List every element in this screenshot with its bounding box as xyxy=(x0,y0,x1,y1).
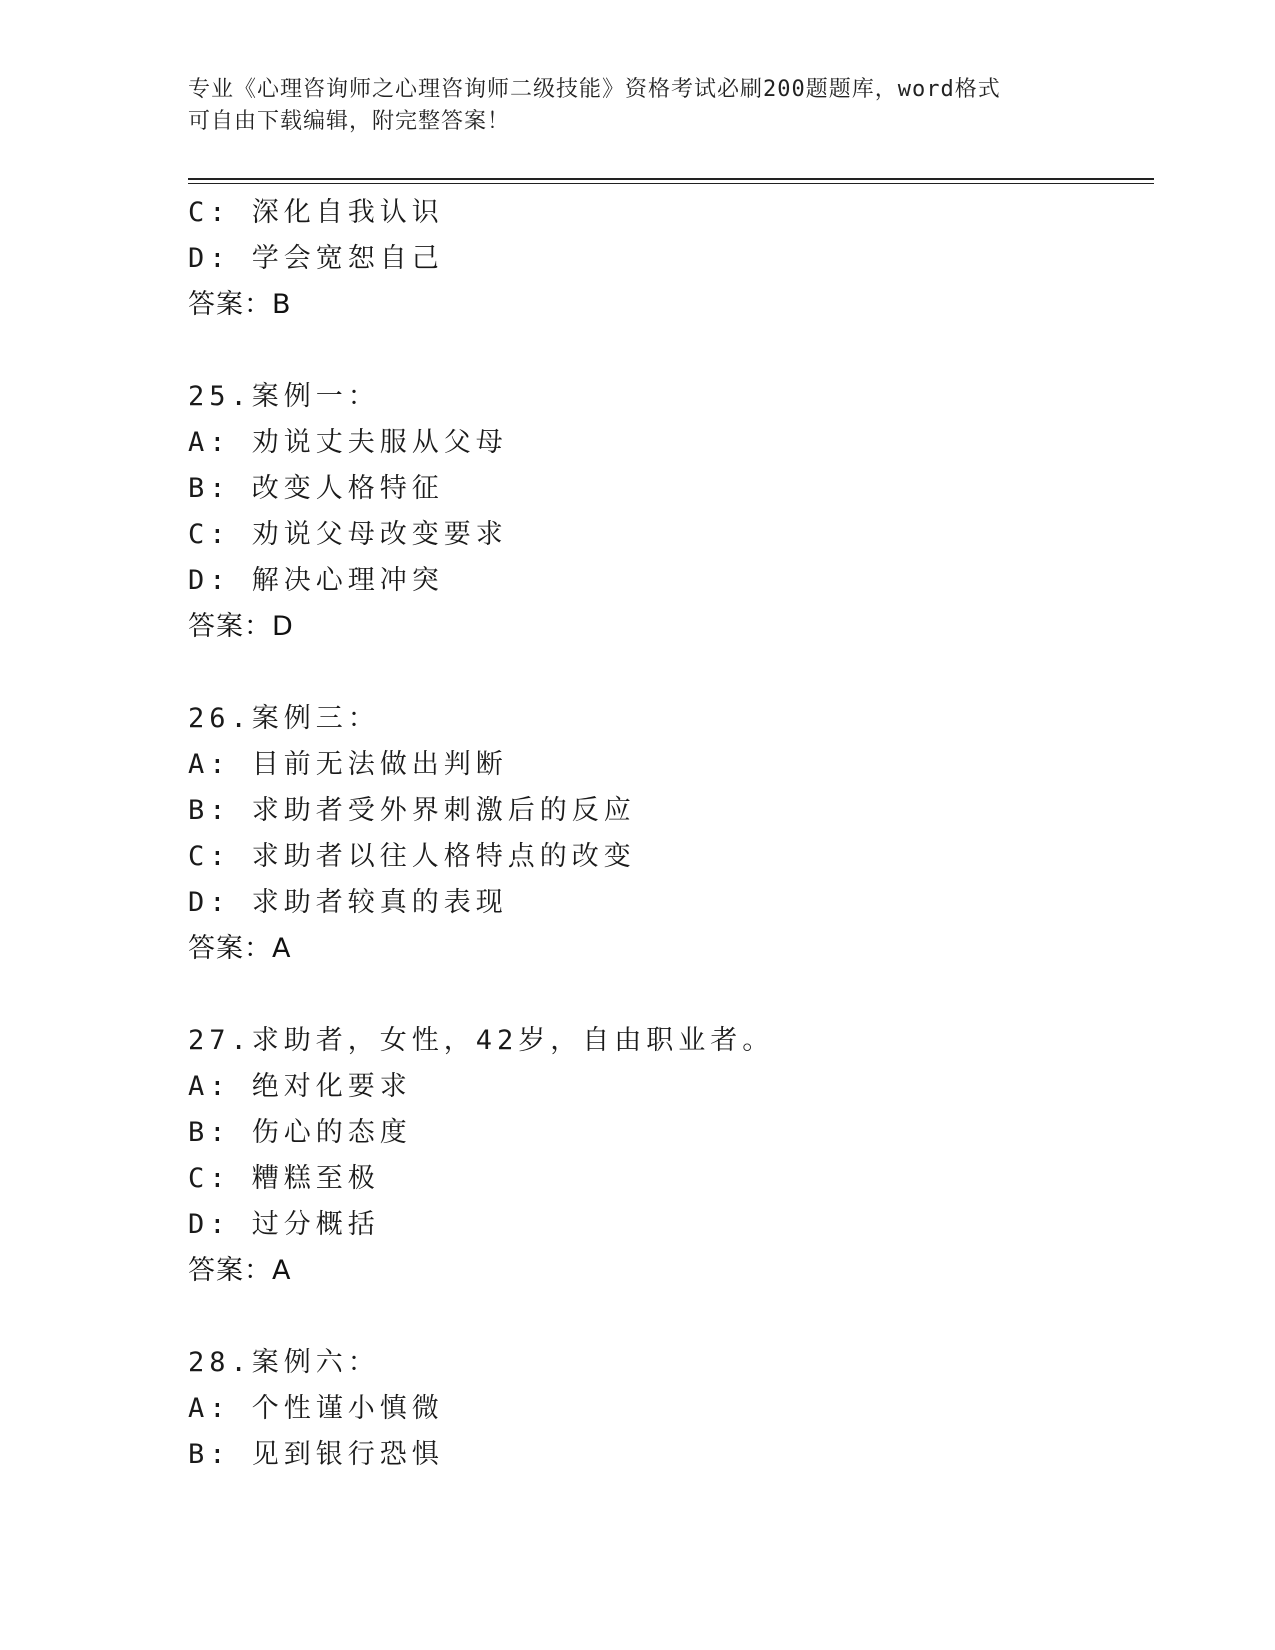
option-b: B: 伤心的态度 xyxy=(188,1117,412,1148)
question-title: 28.案例六： xyxy=(188,1347,380,1378)
option-c: C: 深化自我认识 xyxy=(188,197,444,228)
answer-line: 答案：B xyxy=(188,289,292,320)
question-title: 27.求助者，女性，42岁，自由职业者。 xyxy=(188,1025,775,1056)
spacer xyxy=(188,650,1154,696)
header-line-2: 可自由下载编辑，附完整答案！ xyxy=(188,109,511,134)
header-line-1: 专业《心理咨询师之心理咨询师二级技能》资格考试必刷200题题库，word格式 xyxy=(188,77,1001,102)
option-d: D: 学会宽恕自己 xyxy=(188,243,444,274)
answer-line: 答案：D xyxy=(188,611,294,642)
spacer xyxy=(188,328,1154,374)
option-c: C: 求助者以往人格特点的改变 xyxy=(188,841,636,872)
question-list xyxy=(188,190,1154,1478)
question-block-27 xyxy=(188,1018,1154,1294)
option-d: D: 求助者较真的表现 xyxy=(188,887,508,918)
option-b: B: 见到银行恐惧 xyxy=(188,1439,444,1470)
option-a: A: 目前无法做出判断 xyxy=(188,749,508,780)
question-block-26 xyxy=(188,696,1154,972)
answer-line: 答案：A xyxy=(188,1255,292,1286)
question-title: 26.案例三： xyxy=(188,703,380,734)
option-c: C: 劝说父母改变要求 xyxy=(188,519,508,550)
option-d: D: 过分概括 xyxy=(188,1209,380,1240)
spacer xyxy=(188,972,1154,1018)
question-block-25 xyxy=(188,374,1154,650)
option-a: A: 劝说丈夫服从父母 xyxy=(188,427,508,458)
option-b: B: 改变人格特征 xyxy=(188,473,444,504)
spacer xyxy=(188,1294,1154,1340)
question-title: 25.案例一： xyxy=(188,381,380,412)
option-c: C: 糟糕至极 xyxy=(188,1163,380,1194)
document-header xyxy=(188,74,1088,138)
option-b: B: 求助者受外界刺激后的反应 xyxy=(188,795,636,826)
header-divider-thin xyxy=(188,183,1154,184)
answer-line: 答案：A xyxy=(188,933,292,964)
option-a: A: 绝对化要求 xyxy=(188,1071,412,1102)
option-d: D: 解决心理冲突 xyxy=(188,565,444,596)
question-block-28 xyxy=(188,1340,1154,1478)
option-a: A: 个性谨小慎微 xyxy=(188,1393,444,1424)
question-block-prev xyxy=(188,190,1154,328)
header-divider-thick xyxy=(188,178,1154,180)
